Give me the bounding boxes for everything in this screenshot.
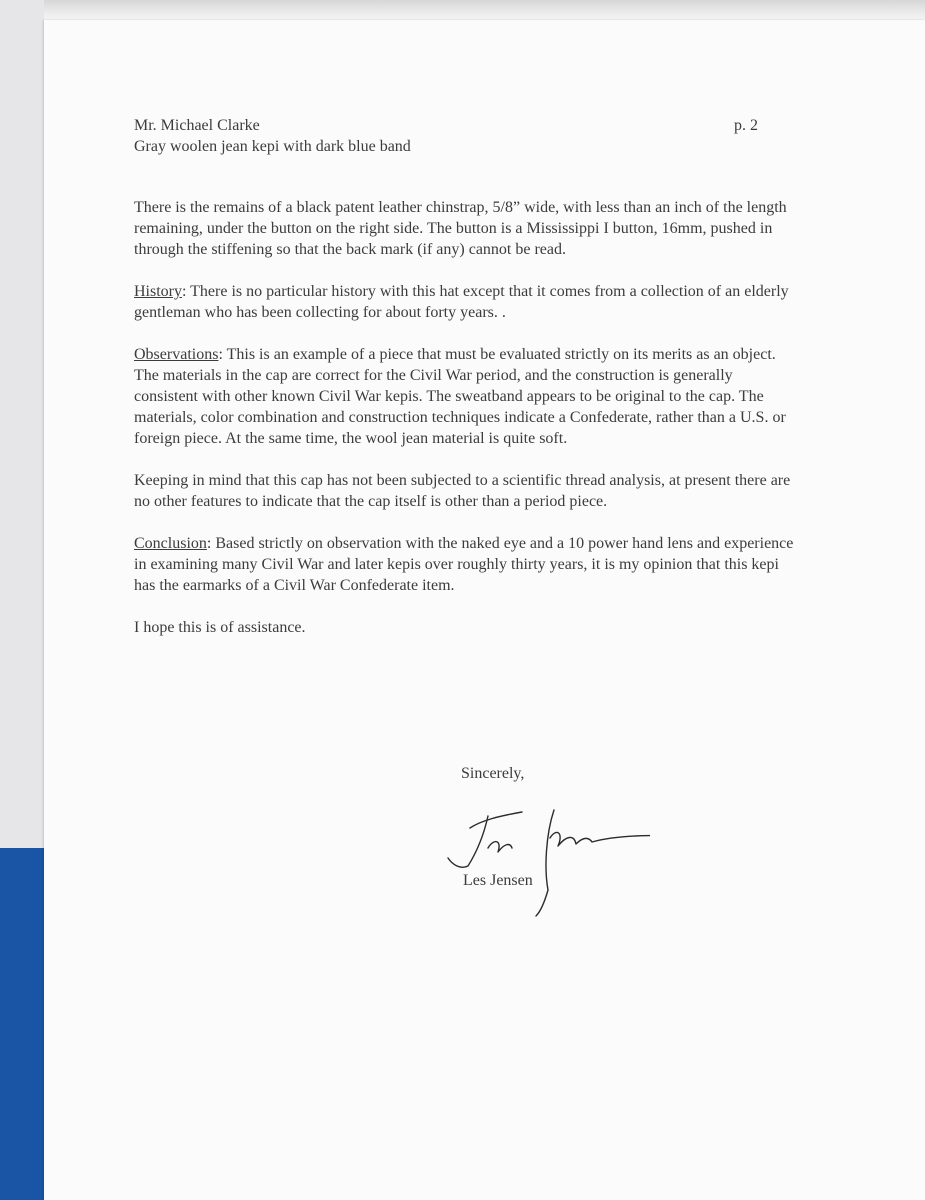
history-text: : There is no particular history with this hat except that it comes from a collection of an elderly gentleman who has been collecting for about forty years. . bbox=[134, 283, 789, 321]
subject-line: Gray woolen jean kepi with dark blue band bbox=[134, 138, 411, 155]
paragraph-observations bbox=[134, 344, 799, 449]
paragraph-history bbox=[134, 281, 799, 323]
blue-background-band bbox=[0, 848, 44, 1200]
handwritten-signature bbox=[440, 798, 650, 920]
letter-body bbox=[134, 197, 799, 659]
signer-name: Les Jensen bbox=[463, 872, 533, 889]
letter-header bbox=[134, 115, 674, 157]
paragraph-closing-note: I hope this is of assistance. bbox=[134, 619, 306, 636]
recipient-name: Mr. Michael Clarke bbox=[134, 117, 260, 134]
paragraph-conclusion bbox=[134, 533, 799, 596]
valediction: Sincerely, bbox=[461, 765, 525, 782]
history-label: History bbox=[134, 283, 182, 300]
observations-label: Observations bbox=[134, 346, 219, 363]
conclusion-text: : Based strictly on observation with the naked eye and a 10 power hand lens and experience in examining many Civil War and later kepis over roughly thirty years, it is my opinion that this kepi has the earmarks of a Civil War Confederate item. bbox=[134, 535, 794, 594]
paragraph-thread-analysis: Keeping in mind that this cap has not been subjected to a scientific thread analysis, at present there are no other features to indicate that the cap itself is other than a period piece. bbox=[134, 472, 791, 510]
observations-text: : This is an example of a piece that must be evaluated strictly on its merits as an object. The materials in the cap are correct for the Civil War period, and the construction is generally consistent with other known Civil War kepis. The sweatband appears to be original to the cap. The materials, color combination and construction techniques indicate a Confederate, rather than a U.S. or foreign piece. At the same time, the wool jean material is quite soft. bbox=[134, 346, 786, 447]
conclusion-label: Conclusion bbox=[134, 535, 207, 552]
scan-top-edge bbox=[0, 0, 925, 22]
page-number: p. 2 bbox=[734, 117, 758, 134]
paragraph-chinstrap: There is the remains of a black patent leather chinstrap, 5/8” wide, with less than an inch of the length remaining, under the button on the right side. The button is a Mississippi I button, 16mm, pushed in through the stiffening so that the back mark (if any) cannot be read. bbox=[134, 199, 787, 258]
